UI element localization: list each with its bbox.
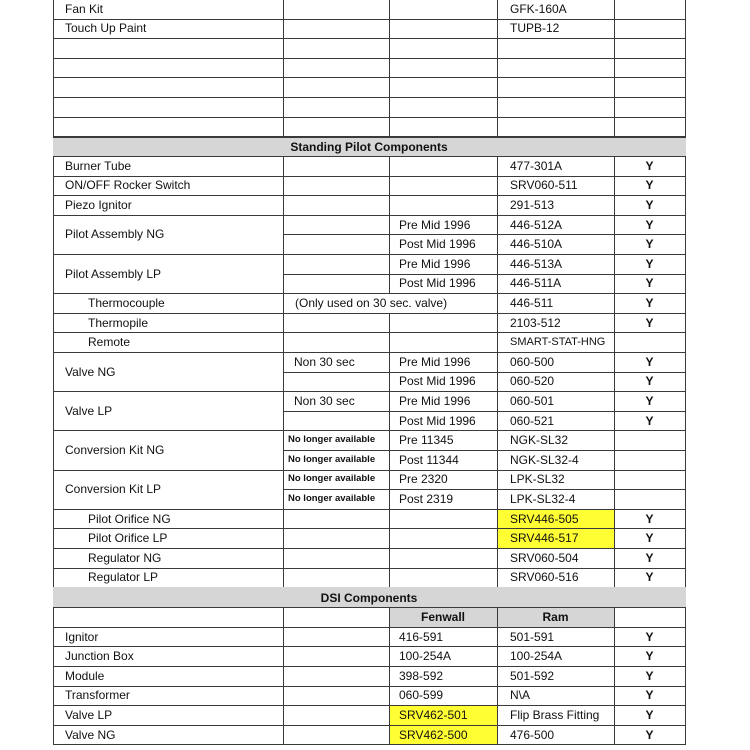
item-name: Transformer xyxy=(65,688,130,703)
column-divider xyxy=(389,352,390,391)
item-name: Regulator LP xyxy=(88,570,159,585)
part-number: 477-301A xyxy=(510,158,563,173)
column-divider xyxy=(283,607,284,744)
availability-flag: Y xyxy=(645,276,654,291)
availability-flag: Y xyxy=(645,570,654,585)
row-divider xyxy=(53,176,686,177)
ram-part: 100-254A xyxy=(510,649,563,664)
variant: Pre Mid 1996 xyxy=(399,394,471,408)
row-divider xyxy=(53,705,686,706)
item-name: Regulator NG xyxy=(88,550,162,565)
row-divider xyxy=(53,97,686,98)
column-divider xyxy=(53,156,54,587)
row-divider xyxy=(53,19,686,20)
section-border xyxy=(53,137,686,138)
column-divider xyxy=(685,156,686,587)
part-number: TUPB-12 xyxy=(510,21,560,36)
fenwall-part: 100-254A xyxy=(399,649,452,664)
item-name: Valve LP xyxy=(65,708,113,722)
item-name: Conversion Kit NG xyxy=(65,443,165,457)
row-divider xyxy=(53,686,686,687)
item-name: Burner Tube xyxy=(65,158,132,173)
column-divider xyxy=(389,548,390,568)
part-number: 060-520 xyxy=(510,374,555,389)
column-divider xyxy=(497,0,498,136)
variant: Pre Mid 1996 xyxy=(399,354,471,369)
column-divider xyxy=(389,215,390,254)
column-divider xyxy=(614,0,615,136)
part-number: LPK-SL32-4 xyxy=(510,492,576,506)
variant: Post 11344 xyxy=(399,452,459,467)
item-name: Module xyxy=(65,668,105,683)
item-name: Touch Up Paint xyxy=(65,21,147,36)
part-number: SRV060-511 xyxy=(510,178,578,193)
fenwall-part: 060-599 xyxy=(399,688,444,703)
column-divider xyxy=(389,156,390,176)
part-number: 2103-512 xyxy=(510,315,561,330)
availability-flag: Y xyxy=(645,217,654,232)
part-number: NGK-SL32 xyxy=(510,433,569,448)
part-number: SRV060-504 xyxy=(510,550,579,565)
part-number: 446-512A xyxy=(510,217,563,232)
variant: Post Mid 1996 xyxy=(399,374,476,389)
ram-part: N\A xyxy=(510,688,531,703)
availability-flag: Y xyxy=(645,158,654,173)
ram-part: Flip Brass Fitting xyxy=(510,708,600,722)
row-divider xyxy=(53,293,686,294)
column-divider xyxy=(614,156,615,587)
row-divider xyxy=(53,548,686,549)
ram-part: 501-592 xyxy=(510,668,555,683)
fenwall-part: 398-592 xyxy=(399,668,444,683)
availability-flag: Y xyxy=(645,198,654,212)
row-divider xyxy=(53,117,686,118)
ram-part: 476-500 xyxy=(510,727,555,742)
item-name: Piezo Ignitor xyxy=(65,198,132,212)
part-number: NGK-SL32-4 xyxy=(510,452,579,467)
availability-flag: Y xyxy=(645,531,654,546)
variant: Post 2319 xyxy=(399,492,454,506)
availability-flag: Y xyxy=(645,256,654,271)
column-divider xyxy=(389,509,390,529)
item-name: Ignitor xyxy=(65,629,99,644)
item-name: Thermopile xyxy=(88,315,149,330)
availability-flag: Y xyxy=(645,668,654,683)
availability-flag: Y xyxy=(645,708,654,722)
row-divider xyxy=(53,313,686,314)
column-divider xyxy=(389,568,390,588)
item-name: Valve LP xyxy=(65,403,113,418)
part-number: 446-510A xyxy=(510,237,563,252)
row-divider xyxy=(53,332,686,333)
item-name: Pilot Orifice NG xyxy=(88,511,171,526)
column-divider xyxy=(685,0,686,136)
ram-part: 501-591 xyxy=(510,629,555,644)
availability-note: No longer available xyxy=(288,434,376,446)
variant: Post Mid 1996 xyxy=(399,276,476,291)
row-divider xyxy=(53,666,686,667)
part-number: SMART-STAT-HNG xyxy=(510,336,606,349)
row-divider xyxy=(283,274,686,275)
column-divider xyxy=(283,156,284,587)
fenwall-part: SRV462-501 xyxy=(399,708,468,722)
column-divider xyxy=(389,313,390,333)
variant: Post Mid 1996 xyxy=(399,237,476,252)
column-divider xyxy=(389,332,390,352)
usage-note: (Only used on 30 sec. valve) xyxy=(295,296,448,310)
column-divider xyxy=(389,254,390,293)
row-divider xyxy=(283,234,686,235)
row-divider xyxy=(53,470,686,471)
row-divider xyxy=(53,646,686,647)
fenwall-part: 416-591 xyxy=(399,629,444,644)
availability-note: No longer available xyxy=(288,473,376,485)
row-divider xyxy=(53,38,686,39)
row-divider xyxy=(53,215,686,216)
row-divider xyxy=(283,372,686,373)
item-name: Conversion Kit LP xyxy=(65,482,162,497)
part-number: 446-511A xyxy=(510,276,562,291)
row-divider xyxy=(283,411,686,412)
item-name: ON/OFF Rocker Switch xyxy=(65,178,191,193)
column-divider xyxy=(389,0,390,136)
availability-flag: Y xyxy=(645,413,654,428)
row-divider xyxy=(53,568,686,569)
availability-note: No longer available xyxy=(288,493,376,504)
availability-flag: Y xyxy=(645,727,654,742)
row-divider xyxy=(53,744,686,745)
item-name: Pilot Orifice LP xyxy=(88,531,168,546)
column-divider xyxy=(497,156,498,587)
column-divider xyxy=(614,607,615,744)
item-name: Junction Box xyxy=(65,649,134,664)
qualifier: Non 30 sec xyxy=(294,394,355,408)
row-divider xyxy=(53,627,686,628)
part-number: 291-513 xyxy=(510,198,555,212)
availability-flag: Y xyxy=(645,315,654,330)
availability-flag: Y xyxy=(645,394,654,408)
part-number: SRV446-505 xyxy=(510,511,579,526)
availability-flag: Y xyxy=(645,629,654,644)
variant: Pre Mid 1996 xyxy=(399,256,471,271)
item-name: Thermocouple xyxy=(88,296,165,310)
item-name: Pilot Assembly NG xyxy=(65,227,165,242)
item-name: Remote xyxy=(88,335,131,350)
availability-flag: Y xyxy=(645,511,654,526)
availability-flag: Y xyxy=(645,649,654,664)
row-divider xyxy=(283,489,686,490)
part-number: SRV446-517 xyxy=(510,531,579,546)
availability-flag: Y xyxy=(645,296,654,310)
availability-flag: Y xyxy=(645,688,654,703)
row-divider xyxy=(53,58,686,59)
availability-flag: Y xyxy=(645,178,654,193)
item-name: Fan Kit xyxy=(65,1,104,16)
fenwall-part: SRV462-500 xyxy=(399,727,468,742)
column-divider xyxy=(283,0,284,136)
column-divider xyxy=(389,528,390,548)
part-number: 446-513A xyxy=(510,256,563,271)
column-divider xyxy=(497,607,498,744)
part-number: 060-500 xyxy=(510,354,555,369)
availability-note: No longer available xyxy=(288,453,376,465)
availability-flag: Y xyxy=(645,374,654,389)
row-divider xyxy=(53,77,686,78)
variant: Pre 2320 xyxy=(399,472,448,487)
part-number: SRV060-516 xyxy=(510,570,579,585)
row-divider xyxy=(53,430,686,431)
variant: Pre Mid 1996 xyxy=(399,217,471,232)
part-number: 060-521 xyxy=(510,413,555,428)
column-divider xyxy=(685,607,686,744)
row-divider xyxy=(53,195,686,196)
availability-flag: Y xyxy=(645,550,654,565)
item-name: Pilot Assembly LP xyxy=(65,266,162,281)
column-divider xyxy=(389,391,390,430)
section-title: DSI Components xyxy=(320,590,418,605)
column-divider xyxy=(53,607,54,744)
part-number: 060-501 xyxy=(510,394,555,408)
part-number: GFK-160A xyxy=(510,1,567,16)
variant: Pre 11345 xyxy=(399,433,454,448)
row-divider xyxy=(283,450,686,451)
row-divider xyxy=(53,725,686,726)
section-title: Standing Pilot Components xyxy=(290,139,448,154)
availability-flag: Y xyxy=(645,237,654,252)
column-divider xyxy=(389,607,390,744)
item-name: Valve NG xyxy=(65,727,116,742)
row-divider xyxy=(53,391,686,392)
row-divider xyxy=(53,352,686,353)
row-divider xyxy=(53,254,686,255)
column-header-fenwall: Fenwall xyxy=(420,610,465,624)
section-border xyxy=(53,156,686,157)
column-divider xyxy=(389,195,390,215)
column-header-ram: Ram xyxy=(542,610,569,624)
variant: Post Mid 1996 xyxy=(399,413,476,428)
part-number: 446-511 xyxy=(510,296,554,310)
item-name: Valve NG xyxy=(65,364,116,379)
column-divider xyxy=(53,0,54,136)
column-divider xyxy=(389,470,390,509)
part-number: LPK-SL32 xyxy=(510,472,565,487)
column-divider xyxy=(389,430,390,469)
qualifier: Non 30 sec xyxy=(294,354,355,369)
availability-flag: Y xyxy=(645,354,654,369)
column-divider xyxy=(389,176,390,196)
